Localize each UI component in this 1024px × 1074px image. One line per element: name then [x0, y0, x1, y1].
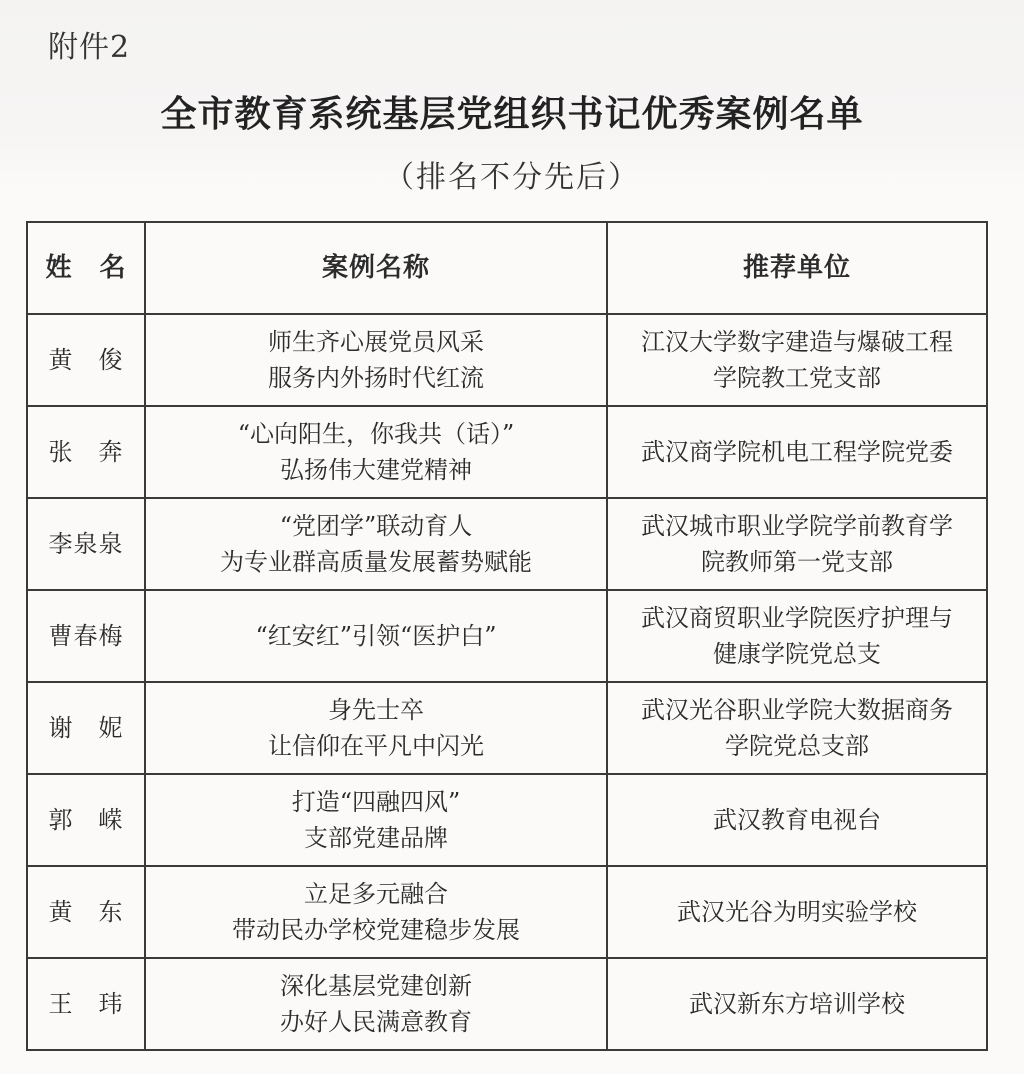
person-name: 王 玮 — [27, 958, 145, 1050]
table-header-row — [27, 222, 987, 314]
document-title: 全市教育系统基层党组织书记优秀案例名单 — [160, 93, 864, 135]
header-case: 案例名称 — [145, 222, 607, 314]
table-row — [27, 958, 987, 1050]
case-title-cell — [145, 682, 607, 774]
case-list-table — [26, 221, 988, 1051]
recommending-unit-cell — [607, 406, 987, 498]
case-title-line: 立足多元融合 — [304, 880, 448, 908]
case-title-cell — [145, 958, 607, 1050]
person-name: 谢 妮 — [27, 682, 145, 774]
person-name: 曹春梅 — [27, 590, 145, 682]
case-title-line: 服务内外扬时代红流 — [268, 364, 484, 392]
recommending-unit-line: 健康学院党总支 — [713, 640, 881, 668]
table-row — [27, 590, 987, 682]
table-row — [27, 314, 987, 406]
person-name: 郭 嵘 — [27, 774, 145, 866]
case-title-cell — [145, 314, 607, 406]
case-title-line: 深化基层党建创新 — [280, 972, 472, 1000]
header-name: 姓 名 — [27, 222, 145, 314]
recommending-unit-line: 学院党总支部 — [725, 732, 869, 760]
case-title-cell — [145, 774, 607, 866]
recommending-unit-line: 院教师第一党支部 — [701, 548, 893, 576]
recommending-unit-line: 武汉教育电视台 — [713, 806, 881, 834]
recommending-unit-line: 武汉商贸职业学院医疗护理与 — [641, 604, 953, 632]
recommending-unit-line: 江汉大学数字建造与爆破工程 — [641, 328, 953, 356]
case-title-line: “党团学”联动育人 — [279, 512, 473, 540]
recommending-unit-cell — [607, 498, 987, 590]
table-row — [27, 682, 987, 774]
recommending-unit-cell — [607, 774, 987, 866]
recommending-unit-cell — [607, 958, 987, 1050]
table-row — [27, 406, 987, 498]
recommending-unit-line: 武汉光谷为明实验学校 — [677, 898, 917, 926]
person-name: 张 奔 — [27, 406, 145, 498]
case-title-line: 弘扬伟大建党精神 — [280, 456, 472, 484]
case-title-line: 身先士卒 — [328, 696, 424, 724]
recommending-unit-line: 学院教工党支部 — [713, 364, 881, 392]
case-title-line: 师生齐心展党员风采 — [268, 328, 484, 356]
person-name: 李泉泉 — [27, 498, 145, 590]
case-title-line: “红安红”引领“医护白” — [255, 622, 497, 650]
case-title-cell — [145, 406, 607, 498]
case-title-line: 办好人民满意教育 — [280, 1008, 472, 1036]
case-title-line: 带动民办学校党建稳步发展 — [232, 916, 520, 944]
recommending-unit-cell — [607, 866, 987, 958]
recommending-unit-cell — [607, 590, 987, 682]
person-name: 黄 俊 — [27, 314, 145, 406]
case-title-line: 让信仰在平凡中闪光 — [268, 732, 484, 760]
recommending-unit-cell — [607, 682, 987, 774]
recommending-unit-line: 武汉新东方培训学校 — [689, 990, 905, 1018]
recommending-unit-cell — [607, 314, 987, 406]
case-title-cell — [145, 866, 607, 958]
header-unit: 推荐单位 — [607, 222, 987, 314]
person-name: 黄 东 — [27, 866, 145, 958]
case-title-cell — [145, 498, 607, 590]
recommending-unit-line: 武汉光谷职业学院大数据商务 — [641, 696, 953, 724]
table-row — [27, 774, 987, 866]
case-title-line: “心向阳生，你我共（话）” — [237, 420, 515, 448]
document-subtitle: （排名不分先后） — [384, 160, 640, 195]
case-title-cell — [145, 590, 607, 682]
case-title-line: 打造“四融四风” — [291, 788, 461, 816]
case-title-line: 为专业群高质量发展蓄势赋能 — [220, 548, 532, 576]
case-title-line: 支部党建品牌 — [304, 824, 448, 852]
recommending-unit-line: 武汉商学院机电工程学院党委 — [641, 438, 953, 466]
table-row — [27, 498, 987, 590]
table-row — [27, 866, 987, 958]
attachment-label: 附件2 — [48, 30, 131, 65]
recommending-unit-line: 武汉城市职业学院学前教育学 — [641, 512, 953, 540]
